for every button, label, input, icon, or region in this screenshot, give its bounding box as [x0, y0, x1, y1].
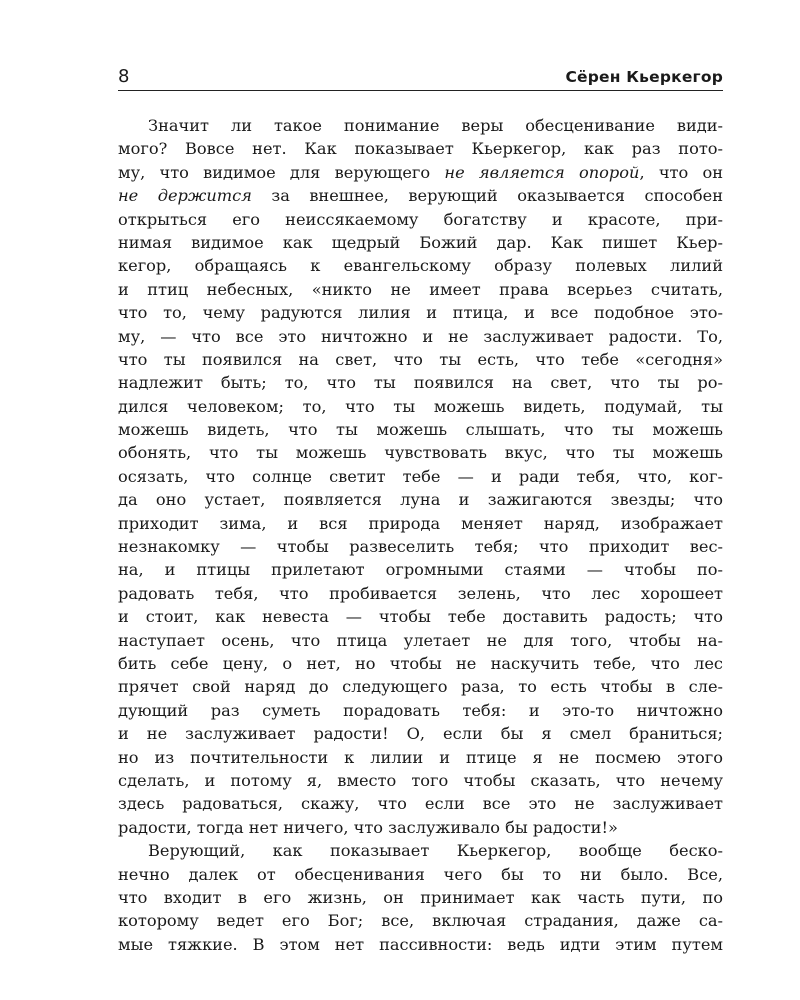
text-run: дующий раз суметь порадовать тебя: и это-то ничтожно [118, 700, 723, 720]
text-run: нимая видимое как щедрый Божий дар. Как пишет Кьер- [118, 232, 723, 252]
text-run: на, и птицы прилетают огромными стаями — чтобы по- [118, 560, 723, 580]
text-line [118, 886, 723, 909]
text-run: обонять, что ты можешь чувствовать вкус, что ты можешь [118, 443, 723, 463]
text-run: здесь радоваться, скажу, что если все это не заслуживает [118, 794, 723, 814]
running-head [118, 66, 723, 91]
text-line [118, 535, 723, 558]
text-run: , что он [639, 162, 724, 182]
text-line [118, 208, 723, 231]
text-run: мые тяжкие. В этом нет пассивности: ведь идти этим путем [118, 934, 723, 954]
text-run: дился человеком; то, что ты можешь видеть, подумай, ты [118, 396, 723, 416]
italic-phrase: не держится [118, 186, 252, 206]
text-line [118, 465, 723, 488]
text-run: му, — что все это ничтожно и не заслуживает радости. То, [118, 326, 723, 346]
text-run: осязать, что солнце светит тебе — и ради тебя, что, ког- [118, 466, 723, 486]
page-number: 8 [118, 66, 130, 87]
text-line [118, 839, 723, 862]
text-run: и птиц небесных, «никто не имеет права всерьез считать, [118, 279, 723, 299]
text-run: незнакомку — чтобы развеселить тебя; что приходит вес- [118, 537, 723, 557]
text-run: бить себе цену, о нет, но чтобы не наскучить тебе, что лес [118, 653, 723, 673]
text-line [118, 605, 723, 628]
text-run: надлежит быть; то, что ты появился на свет, что ты ро- [118, 373, 723, 393]
text-run: наступает осень, что птица улетает не для того, чтобы на- [118, 630, 723, 650]
text-line [118, 792, 723, 815]
paragraph [118, 114, 723, 839]
text-run: можешь видеть, что ты можешь слышать, что ты можешь [118, 420, 723, 440]
text-line [118, 909, 723, 932]
text-run: прячет свой наряд до следующего раза, то есть чтобы в сле- [118, 677, 723, 697]
text-run: которому ведет его Бог; все, включая страдания, даже са- [118, 911, 723, 931]
text-line [118, 629, 723, 652]
text-line [118, 488, 723, 511]
text-run: что входит в его жизнь, он принимает как часть пути, по [118, 887, 723, 907]
text-run: радовать тебя, что пробивается зелень, что лес хорошеет [118, 583, 723, 603]
text-line [118, 558, 723, 581]
text-run: радости, тогда нет ничего, что заслуживало бы радости!» [118, 817, 618, 837]
paragraph [118, 839, 723, 956]
text-run: что то, чему радуются лилия и птица, и все подобное это- [118, 303, 723, 323]
text-line [118, 675, 723, 698]
text-line [118, 512, 723, 535]
text-line [118, 114, 723, 137]
text-line [118, 582, 723, 605]
text-line [118, 137, 723, 160]
text-run: открыться его неиссякаемому богатству и красоте, при- [118, 209, 723, 229]
text-line [118, 933, 723, 956]
text-line [118, 746, 723, 769]
text-run: кегор, обращаясь к евангельскому образу полевых лилий [118, 256, 723, 276]
text-line [118, 418, 723, 441]
text-run: приходит зима, и вся природа меняет наряд, изображает [118, 513, 723, 533]
running-head-author: Сёрен Кьеркегор [565, 68, 723, 86]
text-line [118, 769, 723, 792]
body-text [118, 114, 723, 956]
text-line [118, 161, 723, 184]
text-line [118, 395, 723, 418]
text-line [118, 278, 723, 301]
text-line [118, 816, 723, 839]
text-line [118, 441, 723, 464]
text-line [118, 254, 723, 277]
text-run: сделать, и потому я, вместо того чтобы сказать, что нечему [118, 770, 723, 790]
text-line [118, 652, 723, 675]
text-line [118, 699, 723, 722]
text-run: Верующий, как показывает Кьеркегор, вообще беско- [148, 841, 723, 861]
text-run: мого? Вовсе нет. Как показывает Кьеркегор, как раз пото- [118, 139, 723, 159]
text-run: но из почтительности к лилии и птице я не посмею этого [118, 747, 723, 767]
text-run: что ты появился на свет, что ты есть, что тебе «сегодня» [118, 349, 723, 369]
text-line [118, 348, 723, 371]
text-line [118, 863, 723, 886]
text-run: за внешнее, верующий оказывается способен [251, 186, 723, 206]
text-run: да оно устает, появляется луна и зажигаются звезды; что [118, 490, 723, 510]
italic-phrase: не является опорой [444, 162, 640, 182]
text-run: Значит ли такое понимание веры обесценивание види- [148, 116, 723, 135]
text-line [118, 325, 723, 348]
text-run: и не заслуживает радости! О, если бы я смел браниться; [118, 724, 723, 744]
text-line [118, 371, 723, 394]
text-line [118, 722, 723, 745]
text-line [118, 231, 723, 254]
text-run: му, что видимое для верующего [118, 162, 445, 182]
text-line [118, 184, 723, 207]
text-run: и стоит, как невеста — чтобы тебе доставить радость; что [118, 607, 723, 627]
text-run: нечно далек от обесценивания чего бы то ни было. Все, [118, 864, 723, 884]
text-line [118, 301, 723, 324]
